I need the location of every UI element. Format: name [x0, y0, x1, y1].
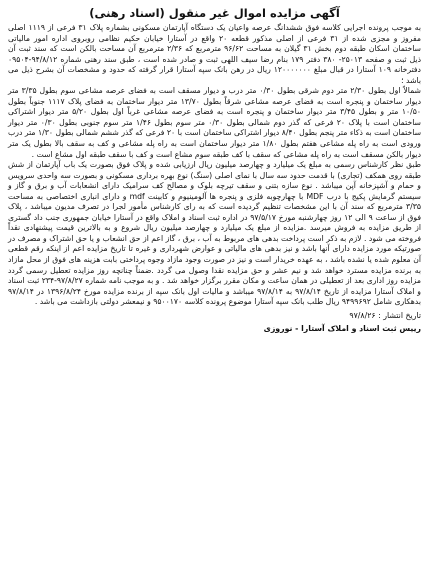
notice-paragraph-appraisal: طبق نظر کارشناس رسمی به مبلغ یک میلیارد و چهارصد میلیون ریال ارزیابی شده و پلاک فوق بصورت یک باب آپارتمان از شش طبقه روی همکف (تجاری) با قدمت حدود سه سال با نمای اصلی (سنگ) نوع بهره برداری مسکونی و بصورت سه واحدی سرویس و حمام و آشپزخانه آپن میباشد . نوع سازه بتنی و سقف تیرچه بلوک و مصالح کف سرامیک دارای انشعابات آب و برق و گاز و سیستم گرمایش پکیج با درب MDF با چهارچوبه فلزی و پنجره ها آلومینیوم و کابینت mdf و دارای انباری اختصاصی به مساحت ۳/۳۵ مترمربع که سند آن با این مشخصات تنظیم گردیده است که به رای کارشناس مأمور لجرا در تصرف مدیون میباشد ، پلاک فوق از ساعت ۹ الی ۱۲ روز چهارشنبه مورخ ۹۷/۵/۱۷ در اداره ثبت اسناد و املاک واقع در آستارا خیابان جمهوری جنب داد گستری از طریق مزایده به فروش میرسد .مزایده از مبلغ یک میلیارد و چهارصد میلیون ریال شروع و به بالاترین قیمت پیشنهادی نقداً فروخته می شود . لازم به ذکر است پرداخت بدهی های مربوط به آب ، برق ، گاز اعم از حق انشعاب و یا حق اشتراک و مصرف در صورتیکه مورد مزایده دارای آنها باشد و نیز بدهی های مالیاتی و عوارض شهرداری و غیره تا تاریخ مزایده اعم از اینکه رقم قطعی آن معلوم شده یا نشده باشد ، به عهده خریدار است و نیز در صورت وجود مازاد وجوه پرداختی بابت هزینه های فوق از محل مازاد به برنده مزایده مسترد خواهد شد و نیم عشر و حق مزایده نقدا وصول می گردد .ضمناً چنانچه روز مزایده تعطیل رسمی گردد مزایده روز اداری بعد از تعطیلی در همان ساعت و مکان مقرر برگزار خواهد شد . و به موجب نامه شماره ۹۷/۸/۲۷-۲۳۴ ثبت اسناد و املاک آستارا مزایده از تاریخ ۹۷/۸/۱۴ به ۹۷/۸/۱۴ میباشد و مالیات اول بانک سپه از برنده مزایده مورخ ۱۳۹۶/۸/۲۴ در ۹۷/۸/۱۴ بدهکاری شامل ۹۴۹۹۶۹۲ ریال طلب بانک سپه آستارا موضوع پرونده کلاسه ۹۵۰۰۱۷۰ و نیمعشر دولتی بازداشت می باشد .: [8, 160, 422, 307]
notice-paragraph-boundaries: شمالاً اول بطول ۲/۳۰ متر دوم شرقی بطول ۰/۳۰ متر درب و دیوار مسقف است به فضای عرصه مشاعی سوم بطول ۳/۳۵ متر دیوار ساختمان و پنجره است به فضای عرصه مشاعی شرقاً بطول ۱۳/۷۰ متر دیوار ساختمان به فضای پلاک ۱۱۱۷ جنوباً بطول ۱۰/۵۰ متر و بطول ۳/۴۵ متر دیوار ساختمان و پنجره است به فضای عرصه مشاعی غرباً اول بطول ۵/۲۰ متر دیوار اشتراکی ساختمان است با پلاک ۲۰ فرعی که گذر دوم شمالی بطول ۰/۳۰ متر سوم بطول ۱/۴۶ متر سوم جنوبی بطول ۰/۳۰ متر دیوار ساختمان است به ذکاء متر پنجم بطول ۸/۴۰ دیوار اشتراکی ساختمان است با ۲۰ فرعی که گذر ششم شمالی بطول ۱/۳۰ متر درب ورودی است به راه پله مشاعی هفتم بطول ۱/۸۰ متر دیوار ساختمان است به راه پله مشاعی و کف به سقف بالا بطول یک متر دیوار بالکن مسقف است به راه پله مشاعی که سقف با کف طبقه سوم مشاع است و کف با سقف طبقه اول مشاع است .: [8, 86, 422, 159]
notice-title: آگهی مزایده اموال غیر منقول (اسناد رهنی): [89, 6, 340, 20]
signature: رییس ثبت اسناد و املاک آستارا - نوروزی: [263, 323, 421, 333]
notice-paragraph-property: به موجب پرونده اجرایی کلاسه فوق ششدانگ عرصه واعیان یک دستگاه آپارتمان مسکونی بشماره پلاک ۳۱ فرعی از ۱۱۱۹ اصلی مفروز و مجزی شده از ۳۱ فرعی از اصلی مذکور قطعه ۲۰ واقع در آستارا خیابان حکیم نظامی روبروی اداره امور مالیاتی ساختمان اسکان طبقه دوم بخش ۳۱ گیلان به مساحت ۹۶/۶۲ مترمربع که ۲/۳۶ مترمربع آن مساحت بالکن است که سند ثبت آن ذیل ثبت و صفحه ۲۵۰۱۳- ۳۸۰ دفتر ۱۷۹ بنام رضا سیف اللهی ثبت و صادر شده است ، طبق سند رهنی شماره ۹۴/۸/۱۲-۰۹۵۰۴ دفترخانه ۱۰۹ آستارا در قبال مبلغ ۱۲۰۰۰۰۰۰۰ ریال در رهن بانک سپه آستارا قرار گرفته که حدود و مشخصات آن بشرح ذیل می باشد ؛: [8, 23, 422, 85]
publication-date: تاریخ انتشار : ۹۷/۸/۲۶: [349, 310, 421, 320]
